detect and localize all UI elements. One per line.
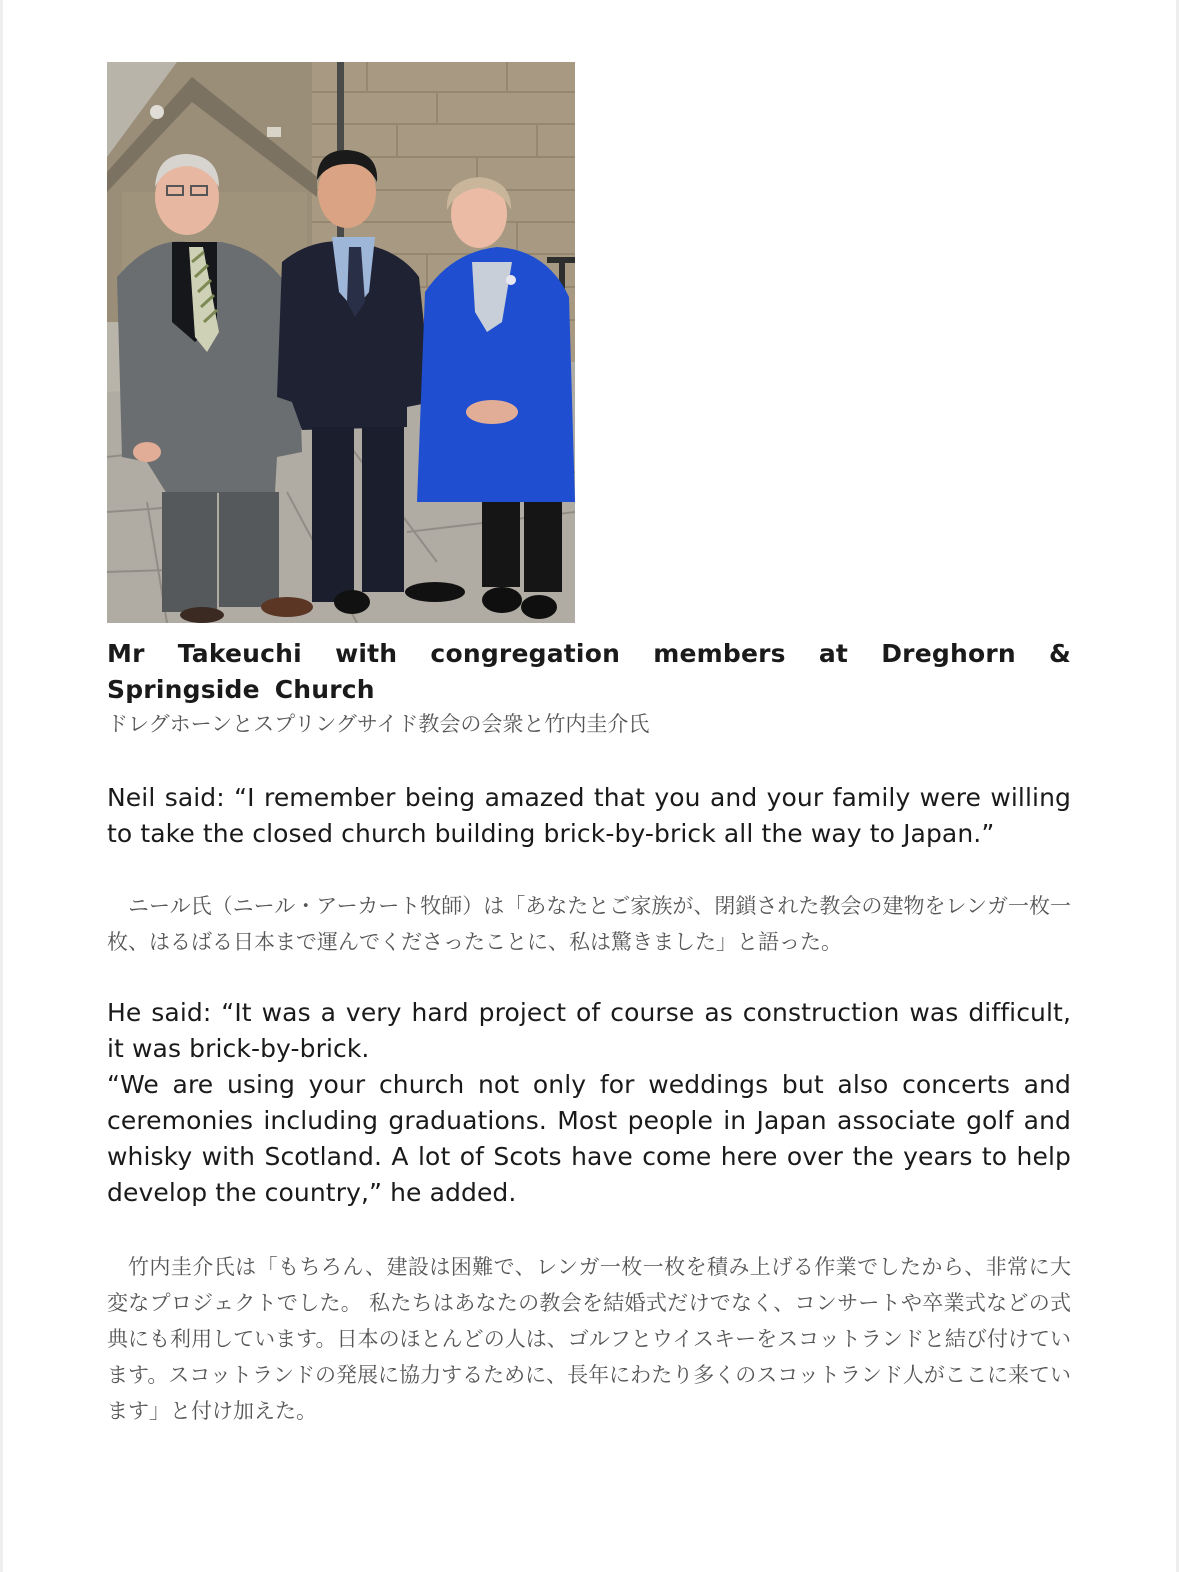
paragraph-neil-english: Neil said: “I remember being amazed that you and your family were willing to take the closed church building brick-by-brick all the way to Japan.” xyxy=(107,783,1071,848)
photo-caption-japanese: ドレグホーンとスプリングサイド教会の会衆と竹内圭介氏 xyxy=(107,712,650,736)
church-group-photo xyxy=(107,62,575,623)
page-edge-left xyxy=(0,0,3,1572)
photo-caption-english: Mr Takeuchi with congregation members at Dreghorn & Springside Church xyxy=(107,639,1071,704)
paragraph-he-said-english: He said: “It was a very hard project of course as construction was difficult, it was brick-by-brick. xyxy=(107,998,1071,1063)
paragraph-neil-japanese: ニール氏（ニール・アーカート牧師）は「あなたとご家族が、閉鎖された教会の建物をレンガ一枚一枚、はるばる日本まで運んでくださったことに、私は驚きました」と語った。 xyxy=(107,894,1071,954)
paragraph-using-church-english: “We are using your church not only for weddings but also concerts and ceremonies including graduations. Most people in Japan associate golf and whisky with Scotland. A lot of Scots have come here over the years to help develop the country,” he added. xyxy=(107,1070,1071,1207)
paragraph-takeuchi-japanese: 竹内圭介氏は「もちろん、建設は困難で、レンガ一枚一枚を積み上げる作業でしたから、非常に大変なプロジェクトでした。 私たちはあなたの教会を結婚式だけでなく、コンサートや卒業式などの式典にも利用しています。日本のほとんどの人は、ゴルフとウイスキーをスコットランドと結び付けています。スコットランドの発展に協力するために、長年にわたり多くのスコットランド人がここに来ています」と付け加えた。 xyxy=(107,1255,1071,1423)
article-content xyxy=(107,62,1071,1429)
